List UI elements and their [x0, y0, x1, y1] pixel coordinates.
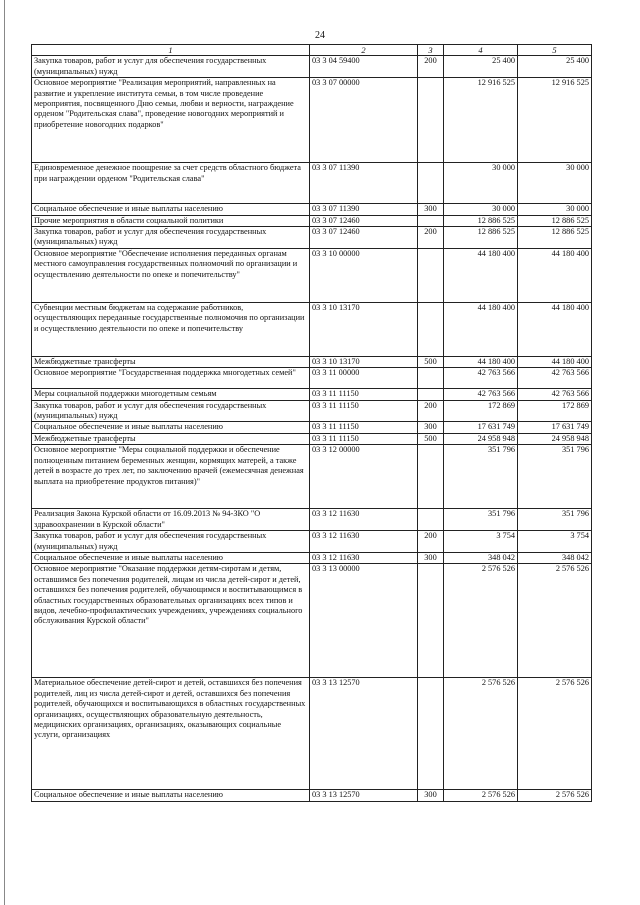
row-type: 300 [418, 204, 444, 215]
row-code: 03 3 04 59400 [310, 56, 418, 78]
row-value-2: 12 886 525 [518, 215, 592, 226]
row-value-2: 30 000 [518, 163, 592, 204]
row-name: Субвенции местным бюджетам на содержание работников, осуществляющих переданные государственные полномочия по организации и осуществлению деятельности по опеке и попечительству [32, 302, 310, 356]
row-value-1: 12 886 525 [444, 215, 518, 226]
row-value-2: 44 180 400 [518, 248, 592, 302]
column-header: 1 [32, 45, 310, 56]
row-value-2: 44 180 400 [518, 356, 592, 367]
row-value-2: 172 869 [518, 400, 592, 422]
row-type: 300 [418, 552, 444, 563]
row-code: 03 3 11 11150 [310, 389, 418, 400]
row-value-2: 30 000 [518, 204, 592, 215]
row-code: 03 3 11 11150 [310, 400, 418, 422]
row-type [418, 678, 444, 790]
row-value-1: 12 916 525 [444, 78, 518, 163]
row-code: 03 3 12 11630 [310, 531, 418, 553]
row-code: 03 3 07 12460 [310, 227, 418, 249]
row-name: Социальное обеспечение и иные выплаты населению [32, 790, 310, 801]
row-value-1: 44 180 400 [444, 248, 518, 302]
row-value-1: 2 576 526 [444, 790, 518, 801]
row-value-1: 348 042 [444, 552, 518, 563]
row-type [418, 78, 444, 163]
row-value-1: 24 958 948 [444, 433, 518, 444]
table-row [32, 400, 592, 422]
page-number: 24 [315, 30, 325, 41]
row-name: Межбюджетные трансферты [32, 433, 310, 444]
row-type [418, 368, 444, 389]
row-type: 500 [418, 356, 444, 367]
row-name: Межбюджетные трансферты [32, 356, 310, 367]
row-code: 03 3 07 11390 [310, 204, 418, 215]
row-value-2: 42 763 566 [518, 368, 592, 389]
row-value-2: 24 958 948 [518, 433, 592, 444]
row-value-2: 351 796 [518, 509, 592, 531]
table-row [32, 248, 592, 302]
row-value-1: 172 869 [444, 400, 518, 422]
table-row [32, 531, 592, 553]
table-row [32, 678, 592, 790]
row-name: Основное мероприятие "Государственная поддержка многодетных семей" [32, 368, 310, 389]
row-name: Закупка товаров, работ и услуг для обеспечения государственных (муниципальных) нужд [32, 56, 310, 78]
table-row [32, 302, 592, 356]
row-type: 200 [418, 531, 444, 553]
row-code: 03 3 12 00000 [310, 445, 418, 509]
row-name: Социальное обеспечение и иные выплаты населению [32, 422, 310, 433]
row-value-1: 2 576 526 [444, 564, 518, 678]
column-header: 4 [444, 45, 518, 56]
table-row [32, 204, 592, 215]
table-row [32, 56, 592, 78]
row-name: Прочие мероприятия в области социальной политики [32, 215, 310, 226]
row-value-1: 3 754 [444, 531, 518, 553]
row-code: 03 3 10 13170 [310, 302, 418, 356]
row-value-2: 44 180 400 [518, 302, 592, 356]
row-value-2: 2 576 526 [518, 564, 592, 678]
column-header: 5 [518, 45, 592, 56]
table-row [32, 564, 592, 678]
row-type: 500 [418, 433, 444, 444]
row-code: 03 3 13 12570 [310, 678, 418, 790]
row-type [418, 445, 444, 509]
row-type [418, 389, 444, 400]
row-type: 200 [418, 56, 444, 78]
table-row [32, 163, 592, 204]
row-value-1: 351 796 [444, 509, 518, 531]
row-type [418, 509, 444, 531]
row-value-1: 42 763 566 [444, 389, 518, 400]
row-value-1: 12 886 525 [444, 227, 518, 249]
row-type [418, 302, 444, 356]
table-row [32, 215, 592, 226]
row-code: 03 3 12 11630 [310, 509, 418, 531]
table-row [32, 445, 592, 509]
row-code: 03 3 10 00000 [310, 248, 418, 302]
row-code: 03 3 11 00000 [310, 368, 418, 389]
row-value-1: 17 631 749 [444, 422, 518, 433]
row-code: 03 3 11 11150 [310, 422, 418, 433]
row-value-2: 12 886 525 [518, 227, 592, 249]
row-name: Основное мероприятие "Оказание поддержки детям-сиротам и детям, оставшимся без попечения родителей, лицам из числа детей-сирот и детей, оставшихся без попечения родителей, обучающимся и воспитывающимся в областных государственных образовательных организациях всех типов и видов, лечебно-профилактических учреждениях, учреждениях социального обслуживания Курской области" [32, 564, 310, 678]
row-value-1: 25 400 [444, 56, 518, 78]
row-type [418, 248, 444, 302]
row-value-2: 12 916 525 [518, 78, 592, 163]
row-type [418, 215, 444, 226]
row-code: 03 3 11 11150 [310, 433, 418, 444]
table-row [32, 790, 592, 801]
table-row [32, 227, 592, 249]
row-value-1: 44 180 400 [444, 356, 518, 367]
row-name: Социальное обеспечение и иные выплаты населению [32, 204, 310, 215]
row-value-2: 25 400 [518, 56, 592, 78]
row-value-2: 2 576 526 [518, 678, 592, 790]
row-value-2: 348 042 [518, 552, 592, 563]
row-name: Закупка товаров, работ и услуг для обеспечения государственных (муниципальных) нужд [32, 400, 310, 422]
row-value-1: 30 000 [444, 204, 518, 215]
row-type: 200 [418, 400, 444, 422]
table-row [32, 422, 592, 433]
table-row [32, 389, 592, 400]
row-value-2: 3 754 [518, 531, 592, 553]
row-name: Закупка товаров, работ и услуг для обеспечения государственных (муниципальных) нужд [32, 227, 310, 249]
row-code: 03 3 07 00000 [310, 78, 418, 163]
row-code: 03 3 07 12460 [310, 215, 418, 226]
table-row [32, 368, 592, 389]
row-value-2: 2 576 526 [518, 790, 592, 801]
row-code: 03 3 12 11630 [310, 552, 418, 563]
row-name: Основное мероприятие "Обеспечение исполнения переданных органам местного самоуправления государственных полномочий по организации и осуществлению деятельности по опеке и попечительству" [32, 248, 310, 302]
row-value-2: 17 631 749 [518, 422, 592, 433]
row-name: Закупка товаров, работ и услуг для обеспечения государственных (муниципальных) нужд [32, 531, 310, 553]
row-code: 03 3 13 12570 [310, 790, 418, 801]
row-code: 03 3 10 13170 [310, 356, 418, 367]
row-value-1: 2 576 526 [444, 678, 518, 790]
row-value-2: 351 796 [518, 445, 592, 509]
row-type: 300 [418, 790, 444, 801]
row-name: Меры социальной поддержки многодетным семьям [32, 389, 310, 400]
row-type: 200 [418, 227, 444, 249]
row-name: Единовременное денежное поощрение за счет средств областного бюджета при награждении орденом "Родительская слава" [32, 163, 310, 204]
row-name: Социальное обеспечение и иные выплаты населению [32, 552, 310, 563]
row-type [418, 163, 444, 204]
table-row [32, 552, 592, 563]
row-code: 03 3 13 00000 [310, 564, 418, 678]
table-row [32, 356, 592, 367]
row-code: 03 3 07 11390 [310, 163, 418, 204]
table-row [32, 433, 592, 444]
row-type: 300 [418, 422, 444, 433]
budget-table [31, 44, 592, 802]
column-header: 3 [418, 45, 444, 56]
row-value-1: 30 000 [444, 163, 518, 204]
row-name: Материальное обеспечение детей-сирот и детей, оставшихся без попечения родителей, лиц из числа детей-сирот и детей, оставшихся без попечения родителей, обучающихся и воспитывающихся в областных государственных организациях, осуществляющих образовательную деятельность, медицинских организациях, организациях, оказывающих социальные услуги, организациях [32, 678, 310, 790]
row-value-1: 351 796 [444, 445, 518, 509]
column-header: 2 [310, 45, 418, 56]
table-row [32, 509, 592, 531]
row-value-1: 42 763 566 [444, 368, 518, 389]
row-value-2: 42 763 566 [518, 389, 592, 400]
table-row [32, 78, 592, 163]
row-name: Основное мероприятие "Реализация мероприятий, направленных на развитие и укрепление института семьи, в том числе проведение мероприятия, посвященного Дню семьи, любви и верности, награждение орденом "Родительская слава", проведение новогодних мероприятий и приобретение новогодних подарков" [32, 78, 310, 163]
scan-edge-line [4, 0, 5, 905]
row-name: Реализация Закона Курской области от 16.09.2013 № 94-ЗКО "О здравоохранении в Курской области" [32, 509, 310, 531]
table-header-row [32, 45, 592, 56]
row-value-1: 44 180 400 [444, 302, 518, 356]
row-name: Основное мероприятие "Меры социальной поддержки и обеспечение полноценным питанием беременных женщин, кормящих матерей, а также детей в возрасте до трех лет, по заключению врачей (ежемесячная денежная выплата на приобретение продуктов питания)" [32, 445, 310, 509]
row-type [418, 564, 444, 678]
